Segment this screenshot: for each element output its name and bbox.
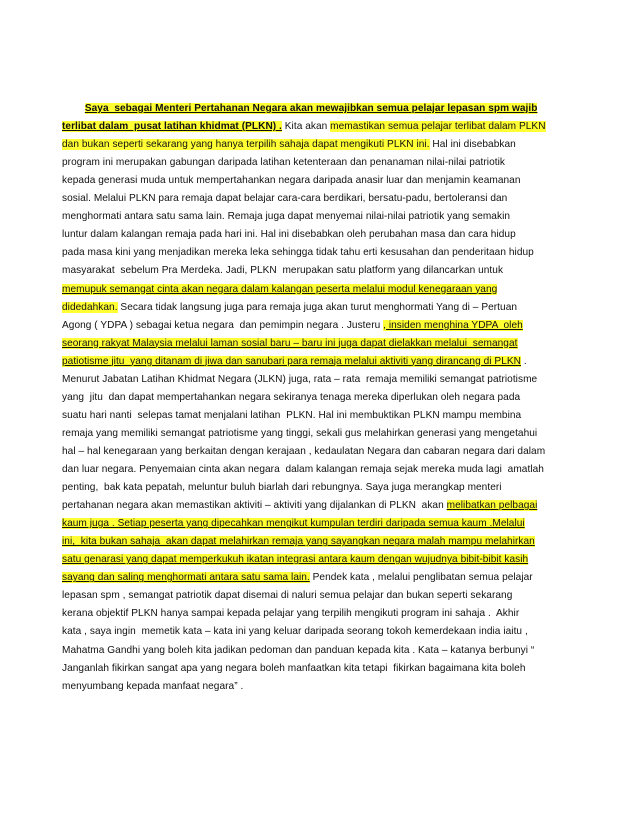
text-segment: pertahanan negara akan memastikan aktiviti – aktiviti yang dijalankan di PLKN akan xyxy=(62,500,447,512)
text-segment: menghormati antara satu sama lain. Remaja juga dapat menyemai nilai-nilai patriotik yang semakin xyxy=(62,211,511,223)
text-line xyxy=(62,118,546,135)
text-line xyxy=(62,587,512,604)
text-line xyxy=(62,136,516,153)
highlighted-text: ini, kita bukan sahaja akan dapat melahirkan remaja yang sayangkan negara malah mampu melahirkan xyxy=(62,536,535,548)
text-line xyxy=(62,317,523,334)
text-line xyxy=(62,551,528,568)
text-line xyxy=(62,154,505,171)
text-line xyxy=(62,208,510,225)
text-line xyxy=(62,299,517,316)
text-line xyxy=(62,623,528,640)
highlighted-text: sayang dan saling menghormati antara satu sama lain. xyxy=(62,572,310,584)
highlighted-text: terlibat dalam pusat latihan khidmat (PLKN) . xyxy=(62,121,282,133)
text-line xyxy=(62,244,534,261)
highlighted-text: Saya sebagai Menteri Pertahanan Negara akan mewajibkan semua pelajar lepasan spm wajib xyxy=(84,103,538,114)
text-segment: penting, bak kata pepatah, meluntur buluh biarlah dari rebungnya. Saya juga merangkap menteri xyxy=(62,482,502,494)
highlighted-text: didedahkan. xyxy=(62,301,118,313)
text-segment: kata , saya ingin memetik kata – kata ini yang keluar daripada seorang tokoh kemerdekaan india iaitu , xyxy=(62,626,528,638)
text-line xyxy=(62,678,243,695)
text-segment: Hal ini disebabkan xyxy=(429,139,516,151)
text-line xyxy=(62,497,537,514)
text-segment: program ini merupakan gabungan daripada latihan ketenteraan dan penanaman nilai-nilai patriotik xyxy=(62,157,505,169)
text-line xyxy=(62,226,516,243)
text-line xyxy=(62,461,544,478)
text-segment: yang jitu dan dapat mempertahankan negara sekiranya tenaga mereka diperlukan oleh negara pada xyxy=(62,391,521,403)
text-line xyxy=(62,533,535,550)
text-line xyxy=(62,353,527,370)
highlighted-text: memastikan semua pelajar terlibat dalam PLKN xyxy=(330,121,546,133)
text-segment: kerana objektif PLKN hanya sampai kepada pelajar yang terpilih mengikuti program ini sahaja . Akhir xyxy=(62,608,520,620)
text-segment: menyumbang kepada manfaat negara” . xyxy=(62,680,244,692)
text-line xyxy=(62,371,537,388)
text-segment: Pendek kata , melalui penglibatan semua pelajar xyxy=(309,572,533,584)
text-segment: Kita akan xyxy=(281,121,331,133)
text-line xyxy=(62,190,507,207)
text-segment: lepasan spm , semangat patriotik dapat disemai di naluri semua pelajar dan bukan seperti sekarang xyxy=(62,590,513,602)
text-segment: Secara tidak langsung juga para remaja juga akan turut menghormati Yang di – Pertuan xyxy=(117,301,518,313)
text-segment: Janganlah fikirkan sangat apa yang negara boleh manfaatkan kita tetapi fikirkan bagaimana kita boleh xyxy=(62,662,526,674)
highlighted-text: , insiden menghina YDPA oleh xyxy=(383,319,523,331)
text-line xyxy=(62,407,521,424)
highlighted-text: dan bukan seperti sekarang yang hanya terpilih sahaja dapat mengikuti PLKN ini. xyxy=(62,139,430,151)
text-line xyxy=(62,479,502,496)
text-segment: hal – hal kenegaraan yang berkaitan dengan kerajaan , kedaulatan Negara dan cabaran negara dari dalam xyxy=(62,445,546,457)
text-segment: dan luar negara. Penyemaian cinta akan negara dalam kalangan remaja sejak mereka muda lagi amatlah xyxy=(62,464,544,475)
text-line xyxy=(62,335,518,352)
text-segment: pada masa kini yang menjadikan mereka leka sehingga tidak tahu erti kesusahan dan penderitaan hidup xyxy=(62,247,534,259)
highlighted-text: patiotisme jitu yang ditanam di jiwa dan sanubari para remaja melalui aktiviti yang dirancang di PLKN xyxy=(62,355,521,367)
text-segment: suatu hari nanti selepas tamat menjalani latihan PLKN. Hal ini membuktikan PLKN mampu membina xyxy=(62,409,522,421)
text-line xyxy=(62,569,533,586)
text-line xyxy=(62,100,537,117)
highlighted-text: satu genarasi yang dapat memperkukuh ikatan integrasi antara kaum dengan wujudnya bibit-bibit kasih xyxy=(62,554,529,566)
highlighted-text: seorang rakyat Malaysia melalui laman sosial baru – baru ini juga dapat dielakkan melalui semangat xyxy=(62,337,518,349)
text-line xyxy=(62,389,520,406)
text-segment: sosial. Melalui PLKN para remaja dapat belajar cara-cara berdikari, bersatu-padu, bertoleransi dan xyxy=(62,193,508,205)
text-segment: kepada generasi muda untuk mempertahankan negara daripada anasir luar dan menjamin keamanan xyxy=(62,175,521,187)
text-segment: . xyxy=(521,355,527,367)
text-segment xyxy=(62,103,85,114)
text-segment: remaja yang memiliki semangat patriotisme yang tinggi, sekali gus melahirkan generasi yang mengetahui xyxy=(62,427,538,439)
text-segment: luntur dalam kalangan remaja pada hari ini. Hal ini disebabkan oleh perubahan masa dan cara hidup xyxy=(62,229,516,241)
text-line xyxy=(62,262,503,279)
highlighted-text: melibatkan pelbagai xyxy=(446,500,538,512)
text-segment: masyarakat sebelum Pra Merdeka. Jadi, PLKN merupakan satu platform yang dilancarkan untuk xyxy=(62,265,504,277)
text-line xyxy=(62,443,545,460)
text-line xyxy=(62,281,497,298)
text-line xyxy=(62,172,521,189)
text-line xyxy=(62,515,525,532)
text-line xyxy=(62,425,537,442)
highlighted-text: memupuk semangat cinta akan negara dalam kalangan peserta melalui modul kenegaraan yang xyxy=(62,283,498,295)
text-line xyxy=(62,642,534,659)
text-segment: Mahatma Gandhi yang boleh kita jadikan pedoman dan panduan kepada kita . Kata – katanya berbunyi “ xyxy=(62,644,535,656)
highlighted-text: kaum juga . Setiap peserta yang dipecahkan mengikut kumpulan terdiri daripada semua kaum .Melalui xyxy=(62,518,525,530)
text-line xyxy=(62,660,526,677)
text-segment: Menurut Jabatan Latihan Khidmat Negara (JLKN) juga, rata – rata remaja memiliki semangat patriotisme xyxy=(62,373,538,385)
text-segment: Agong ( YDPA ) sebagai ketua negara dan pemimpin negara . Justeru xyxy=(62,319,384,331)
text-line xyxy=(62,605,519,622)
